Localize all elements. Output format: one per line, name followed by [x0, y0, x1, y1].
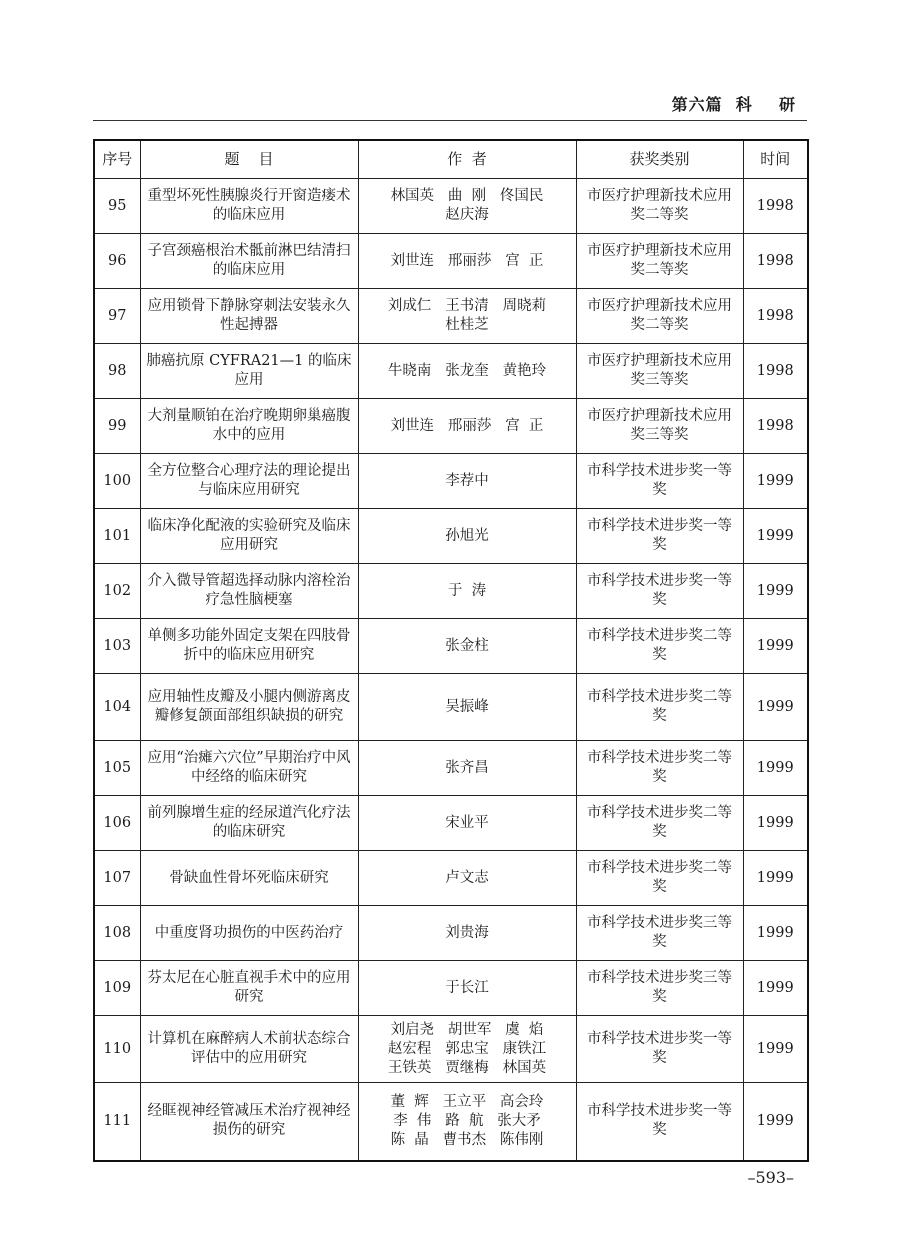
row-author: 刘启尧 胡世军 虞 焰 赵宏程 郭忠宝 康铁江 王铁英 贾继梅 林国英	[358, 1016, 576, 1083]
row-number: 107	[94, 851, 140, 906]
table-body	[94, 179, 808, 1161]
row-year: 1999	[743, 906, 808, 961]
table-row	[94, 289, 808, 344]
table-row	[94, 179, 808, 234]
row-year: 1999	[743, 741, 808, 796]
row-award: 市医疗护理新技术应用奖二等奖	[576, 234, 743, 289]
row-number: 111	[94, 1083, 140, 1161]
row-year: 1998	[743, 344, 808, 399]
row-title: 重型坏死性胰腺炎行开窗造瘘术的临床应用	[140, 179, 358, 234]
row-award: 市科学技术进步奖二等奖	[576, 741, 743, 796]
row-year: 1999	[743, 961, 808, 1016]
awards-table	[93, 139, 809, 1162]
table-row	[94, 851, 808, 906]
row-award: 市科学技术进步奖二等奖	[576, 796, 743, 851]
column-header-author: 作 者	[358, 140, 576, 179]
row-year: 1998	[743, 289, 808, 344]
row-year: 1999	[743, 509, 808, 564]
table-row	[94, 1016, 808, 1083]
row-number: 102	[94, 564, 140, 619]
row-number: 95	[94, 179, 140, 234]
row-author: 张金柱	[358, 619, 576, 674]
row-author: 刘世连 邢丽莎 宫 正	[358, 234, 576, 289]
row-award: 市科学技术进步奖三等奖	[576, 906, 743, 961]
row-title: 芬太尼在心脏直视手术中的应用研究	[140, 961, 358, 1016]
row-award: 市医疗护理新技术应用奖二等奖	[576, 179, 743, 234]
row-year: 1998	[743, 399, 808, 454]
table-row	[94, 399, 808, 454]
column-header-year: 时间	[743, 140, 808, 179]
row-title: 计算机在麻醉病人术前状态综合评估中的应用研究	[140, 1016, 358, 1083]
row-number: 103	[94, 619, 140, 674]
table-header-row	[94, 140, 808, 179]
row-number: 99	[94, 399, 140, 454]
row-number: 109	[94, 961, 140, 1016]
column-header-award: 获奖类别	[576, 140, 743, 179]
table-row	[94, 906, 808, 961]
row-title: 肺癌抗原 CYFRA21—1 的临床应用	[140, 344, 358, 399]
row-year: 1998	[743, 179, 808, 234]
table-row	[94, 454, 808, 509]
table-row	[94, 509, 808, 564]
row-title: 介入微导管超选择动脉内溶栓治疗急性脑梗塞	[140, 564, 358, 619]
row-number: 98	[94, 344, 140, 399]
row-award: 市医疗护理新技术应用奖三等奖	[576, 344, 743, 399]
row-award: 市科学技术进步奖一等奖	[576, 564, 743, 619]
row-number: 101	[94, 509, 140, 564]
row-title: 前列腺增生症的经尿道汽化疗法的临床研究	[140, 796, 358, 851]
row-author: 刘贵海	[358, 906, 576, 961]
table-row	[94, 234, 808, 289]
row-title: 中重度肾功损伤的中医药治疗	[140, 906, 358, 961]
row-author: 于长江	[358, 961, 576, 1016]
row-title: 经眶视神经管减压术治疗视神经损伤的研究	[140, 1083, 358, 1161]
row-year: 1999	[743, 1016, 808, 1083]
header-rule	[93, 120, 807, 121]
table-row	[94, 564, 808, 619]
row-year: 1999	[743, 454, 808, 509]
row-title: 子宫颈癌根治术骶前淋巴结清扫的临床应用	[140, 234, 358, 289]
row-award: 市科学技术进步奖二等奖	[576, 619, 743, 674]
row-award: 市科学技术进步奖一等奖	[576, 454, 743, 509]
row-author: 宋业平	[358, 796, 576, 851]
row-award: 市科学技术进步奖一等奖	[576, 1016, 743, 1083]
row-title: 骨缺血性骨坏死临床研究	[140, 851, 358, 906]
table-row	[94, 796, 808, 851]
row-author: 吴振峰	[358, 674, 576, 741]
row-author: 刘世连 邢丽莎 宫 正	[358, 399, 576, 454]
row-author: 董 辉 王立平 高会玲 李 伟 路 航 张大矛 陈 晶 曹书杰 陈伟刚	[358, 1083, 576, 1161]
section-header: 第六篇 科 研	[671, 95, 796, 114]
row-author: 刘成仁 王书清 周晓莉 杜桂芝	[358, 289, 576, 344]
row-number: 105	[94, 741, 140, 796]
column-header-no: 序号	[94, 140, 140, 179]
row-award: 市科学技术进步奖一等奖	[576, 1083, 743, 1161]
page-number: –593–	[747, 1168, 794, 1187]
row-award: 市科学技术进步奖一等奖	[576, 509, 743, 564]
row-author: 卢文志	[358, 851, 576, 906]
row-title: 大剂量顺铂在治疗晚期卵巢癌腹水中的应用	[140, 399, 358, 454]
row-title: 应用轴性皮瓣及小腿内侧游离皮瓣修复颌面部组织缺损的研究	[140, 674, 358, 741]
row-award: 市科学技术进步奖二等奖	[576, 674, 743, 741]
row-number: 97	[94, 289, 140, 344]
row-author: 于 涛	[358, 564, 576, 619]
row-year: 1999	[743, 851, 808, 906]
row-year: 1999	[743, 674, 808, 741]
row-award: 市科学技术进步奖三等奖	[576, 961, 743, 1016]
row-number: 108	[94, 906, 140, 961]
row-title: 单侧多功能外固定支架在四肢骨折中的临床应用研究	[140, 619, 358, 674]
row-year: 1999	[743, 796, 808, 851]
row-number: 106	[94, 796, 140, 851]
row-year: 1999	[743, 619, 808, 674]
table-row	[94, 344, 808, 399]
row-number: 110	[94, 1016, 140, 1083]
row-year: 1999	[743, 1083, 808, 1161]
row-author: 张齐昌	[358, 741, 576, 796]
row-year: 1999	[743, 564, 808, 619]
row-title: 全方位整合心理疗法的理论提出与临床应用研究	[140, 454, 358, 509]
row-award: 市医疗护理新技术应用奖三等奖	[576, 399, 743, 454]
table-row	[94, 674, 808, 741]
column-header-title: 题 目	[140, 140, 358, 179]
table-row	[94, 1083, 808, 1161]
row-year: 1998	[743, 234, 808, 289]
row-author: 林国英 曲 刚 佟国民 赵庆海	[358, 179, 576, 234]
row-number: 96	[94, 234, 140, 289]
row-award: 市医疗护理新技术应用奖二等奖	[576, 289, 743, 344]
table-row	[94, 619, 808, 674]
row-author: 李荐中	[358, 454, 576, 509]
row-author: 孙旭光	[358, 509, 576, 564]
table-row	[94, 741, 808, 796]
row-title: 临床净化配液的实验研究及临床应用研究	[140, 509, 358, 564]
row-award: 市科学技术进步奖二等奖	[576, 851, 743, 906]
row-number: 100	[94, 454, 140, 509]
row-title: 应用“治瘫六穴位”早期治疗中风中经络的临床研究	[140, 741, 358, 796]
row-author: 牛晓南 张龙奎 黄艳玲	[358, 344, 576, 399]
row-title: 应用锁骨下静脉穿刺法安装永久性起搏器	[140, 289, 358, 344]
row-number: 104	[94, 674, 140, 741]
table-row	[94, 961, 808, 1016]
